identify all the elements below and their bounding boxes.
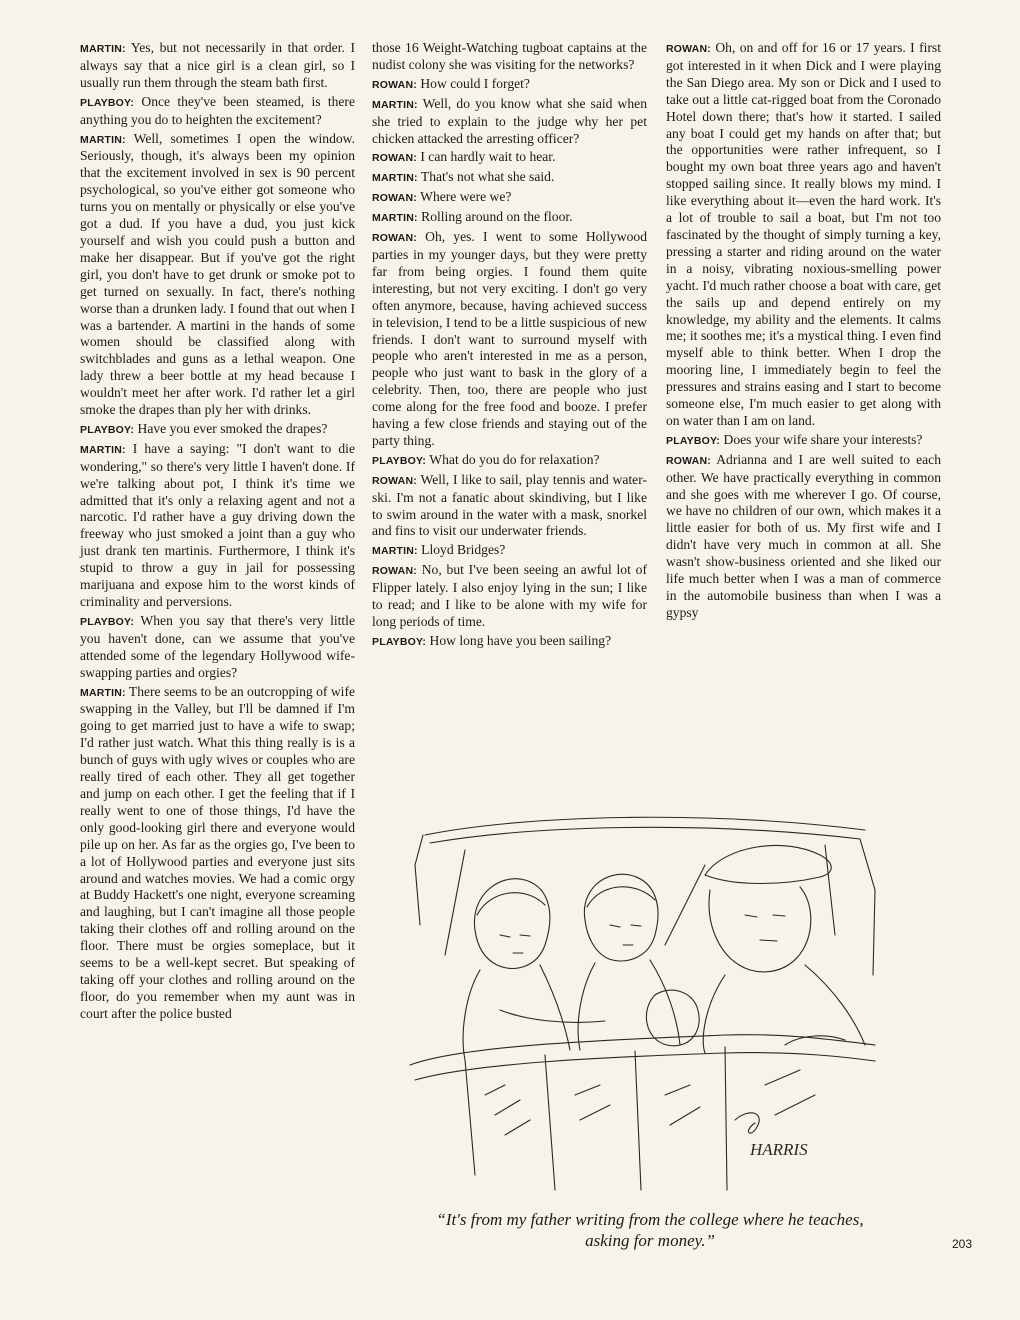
paragraph-text: those 16 Weight-Watching tugboat captains at the nudist colony she was visiting for the networks? (372, 40, 647, 72)
interview-paragraph (80, 613, 355, 682)
speaker-label: ROWAN: (666, 454, 711, 467)
paragraph-text: What do you do for relaxation? (429, 451, 600, 467)
interview-paragraph (666, 40, 941, 430)
text-column-1 (80, 40, 355, 1025)
paragraph-text: Well, sometimes I open the window. Seriously, though, it's always been my opinion that the excitement involved in sex is 90 percent psychological, so you've either got someone who turns you on mentally or physically or else you've got a dud. If you have a dud, you just kick yourself and wish you could push a button and make her disappear. But if you've got the right girl, you don't have to get drunk or smoke pot to get turned on sexually. In fact, there's nothing worse than a drunken lady. I found that out when I was a bartender. A martini in the hands of some women should be classified along with switchblades and guns as a lethal weapon. One lady threw a beer bottle at my head because I wouldn't meet her after work. I'd rather let a girl smoke the drapes than ply her with drinks. (80, 130, 355, 418)
interview-paragraph (372, 209, 647, 227)
paragraph-text: I can hardly wait to hear. (420, 149, 556, 165)
text-column-2 (372, 40, 647, 653)
speaker-label: MARTIN: (372, 98, 418, 111)
interview-paragraph (80, 421, 355, 439)
speaker-label: PLAYBOY: (80, 615, 135, 628)
speaker-label: ROWAN: (372, 232, 417, 245)
page-number: 203 (952, 1237, 973, 1251)
interview-paragraph (372, 96, 647, 148)
paragraph-text: When you say that there's very little you haven't done, can we assume that you've attended some of the legendary Hollywood wife-swapping parties and orgies? (80, 612, 355, 680)
interview-paragraph (372, 76, 647, 94)
speaker-label: MARTIN: (372, 212, 418, 225)
paragraph-text: There seems to be an outcropping of wife swapping in the Valley, but I'll be damned if I'm going to get married just to have a wife to swap; I'd rather just watch. What this thing really is is a bunch of guys with ugly wives or couples who are really tired of each other. They all get together and jump on each other. I get the feeling that if I really went to one of those things, I'd have the only good-looking girl there and everyone would pile up on her. As far as the orgies go, I've been to a lot of Hollywood parties and everyone just sits around and watches movies. We had a comic orgy at Buddy Hackett's one night, everyone screaming and laughing, but I can't imagine all those people taking their clothes off and rolling around on the floor. There must be orgies someplace, but it seems to be a well-kept secret. But speaking of taking off your clothes and rolling around on the floor, do you remember when my aunt was in court after the police busted (80, 683, 355, 1021)
speaker-label: MARTIN: (372, 172, 418, 185)
paragraph-text: How long have you been sailing? (429, 632, 612, 648)
paragraph-text: Where were we? (420, 189, 512, 205)
interview-paragraph (80, 94, 355, 129)
speaker-label: PLAYBOY: (372, 635, 427, 648)
interview-paragraph (666, 452, 941, 622)
speaker-label: ROWAN: (372, 474, 417, 487)
speaker-label: MARTIN: (80, 686, 126, 699)
speaker-label: ROWAN: (372, 152, 417, 165)
interview-paragraph (372, 169, 647, 187)
speaker-label: ROWAN: (666, 43, 711, 55)
speaker-label: PLAYBOY: (80, 96, 135, 109)
paragraph-text: Adrianna and I are well suited to each other. We have practically everything in common and she goes with me wherever I go. Of course, we have no children of our own, which makes it a little easier for both of us. My first wife and I didn't have very much in common at all. She wasn't show-business oriented and she liked our life much better when I was a man of commerce in the automobile business than when I was a gypsy (666, 451, 941, 620)
paragraph-text: Well, I like to sail, play tennis and water-ski. I'm not a fanatic about skindiving, but I like to swim around in the water with a mask, snorkel and fins to visit our underwater friends. (372, 471, 647, 539)
interview-paragraph (372, 542, 647, 560)
interview-paragraph (80, 131, 355, 419)
cartoonist-signature: HARRIS (750, 1140, 808, 1159)
speaker-label: PLAYBOY: (80, 423, 135, 436)
speaker-label: MARTIN: (80, 443, 126, 456)
interview-paragraph (372, 562, 647, 631)
paragraph-text: Lloyd Bridges? (421, 542, 506, 558)
speaker-label: MARTIN: (372, 545, 418, 558)
paragraph-text: Oh, on and off for 16 or 17 years. I first got interested in it when Dick and I were playing the San Diego area. My son or Dick and I used to take out a little cat-rigged boat from the Coronado Hotel down there; that's how it started. I sailed any boat I could get my hands on after that; but the opportunities were rather infrequent, so I bought my own boat three years ago and haven't stopped sailing since. It really blows my mind. I like everything about it—even the hard work. It's a lot of trouble to sail a boat, but I'm not too fascinated by the thought of simply turning a key, pressing a starter and riding around on the water in a noisy, vibrating noxious-smelling power yacht. I'd much rather choose a boat with care, get the sails up and depend entirely on my knowledge, my ability and the elements. It calms me; it soothes me; it's a mystical thing. I even find myself able to think better. When I drop the mooring line, I immediately begin to feel the pressures and strains easing and I start to become someone else, I'm much easier to get along with on water than I am on land. (666, 40, 941, 428)
paragraph-text: Rolling around on the floor. (421, 209, 573, 225)
speaker-label: ROWAN: (372, 192, 417, 205)
paragraph-text: Well, do you know what she said when she tried to explain to the judge why her pet chicken attacked the arresting officer? (372, 95, 647, 146)
paragraph-text: Oh, yes. I went to some Hollywood parties in my younger days, but they were pretty far from being orgies. I found them quite interesting, but not very exciting. I don't go very often anymore, because, having achieved success in television, I tend to be a little suspicious of new friends. I don't want to surround myself with people who aren't interested in me as a person, people who just want to bask in the glory of a celebrity. Then, too, there are people who just come along for the free food and booze. I prefer having a few close friends and staying out of the party thing. (372, 229, 647, 448)
interview-paragraph (372, 189, 647, 207)
cartoon-caption: “It's from my father writing from the college where he teaches, asking for money.” (436, 1210, 864, 1250)
interview-paragraph (80, 441, 355, 611)
paragraph-text: That's not what she said. (420, 169, 555, 185)
text-column-3 (666, 40, 941, 624)
paragraph-text: I have a saying: "I don't want to die wondering," so there's very little I haven't done. If we're talking about pot, I think it's time we admitted that it's only a relaxing agent and not a narcotic. I'd rather have a guy driving down the freeway who just smoked a joint than a guy who just drank ten martinis. Furthermore, I think it's stupid to throw a guy in jail for possessing marijuana and expose him to the worst kinds of criminality and perversions. (80, 440, 355, 609)
interview-paragraph (372, 452, 647, 470)
interview-paragraph (666, 432, 941, 450)
interview-paragraph (372, 229, 647, 450)
speaker-label: ROWAN: (372, 78, 417, 91)
speaker-label: ROWAN: (372, 565, 417, 578)
speaker-label: MARTIN: (80, 133, 126, 146)
interview-paragraph (372, 633, 647, 651)
paragraph-text: Yes, but not necessarily in that order. I always say that a nice girl is a clean girl, so I usually run them through the steam bath first. (80, 40, 355, 90)
paragraph-text: Does your wife share your interests? (723, 431, 923, 447)
paragraph-text: How could I forget? (420, 75, 530, 91)
speaker-label: PLAYBOY: (666, 434, 721, 447)
interview-paragraph (80, 684, 355, 1023)
cartoon-illustration (405, 795, 880, 1200)
paragraph-text: Have you ever smoked the drapes? (137, 420, 328, 436)
paragraph-text: No, but I've been seeing an awful lot of Flipper lately. I also enjoy lying in the sun; I like to read; and I like to be alone with my wife for long periods of time. (372, 562, 647, 629)
interview-paragraph (80, 40, 355, 92)
speaker-label: PLAYBOY: (372, 454, 427, 467)
interview-paragraph (372, 472, 647, 541)
speaker-label: MARTIN: (80, 43, 126, 55)
paragraph-text: Once they've been steamed, is there anything you do to heighten the excitement? (80, 93, 355, 127)
interview-paragraph (372, 149, 647, 167)
interview-paragraph (372, 40, 647, 74)
